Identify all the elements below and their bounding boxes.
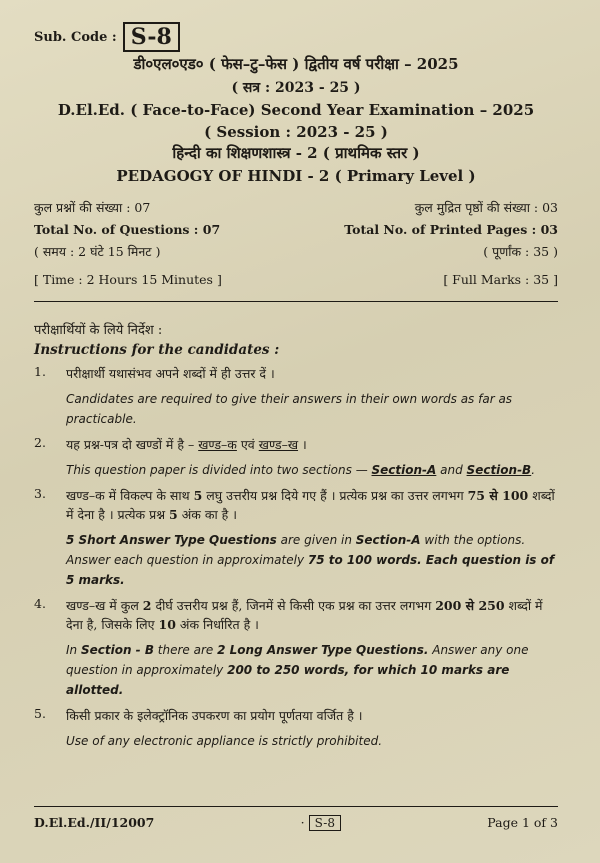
instruction-number: 2.: [34, 435, 46, 450]
session-hindi: ( सत्र : 2023 - 25 ): [231, 80, 361, 96]
instruction-5: [34, 706, 558, 725]
section-a-english: Section-A: [371, 463, 437, 477]
paper-code: D.El.Ed./II/12007: [34, 815, 155, 830]
footer-dot: ·: [300, 815, 305, 830]
subject-english: PEDAGOGY OF HINDI - 2 ( Primary Level ): [116, 167, 476, 185]
exam-title-english: D.El.Ed. ( Face-to-Face) Second Year Examination – 2025: [57, 101, 535, 119]
meta-row-hindi: [34, 199, 558, 216]
session-english: ( Session : 2023 - 25 ): [204, 123, 388, 141]
instruction-5-hindi: किसी प्रकार के इलेक्ट्रॉनिक उपकरण का प्रयोग पूर्णतया वर्जित है ।: [66, 708, 363, 723]
instruction-2: [34, 435, 558, 454]
instruction-number: 1.: [34, 364, 46, 379]
sub-code-row: [34, 22, 558, 52]
time-marks-row-english: [34, 272, 558, 287]
instruction-4: [34, 596, 558, 634]
instruction-2-hindi: यह प्रश्न-पत्र दो खण्डों में है – खण्ड–क एवं खण्ड–ख ।: [66, 437, 307, 452]
section-b-hindi: खण्ड–ख: [258, 437, 299, 452]
instruction-3: [34, 486, 558, 524]
exam-title-hindi: डी०एल०एड० ( फेस–टु–फेस ) द्वितीय वर्ष परीक्षा – 2025: [133, 55, 459, 73]
marks-hindi: ( पूर्णांक : 35 ): [483, 244, 558, 259]
instruction-number: 4.: [34, 596, 46, 611]
instruction-3-hindi: खण्ड–क में विकल्प के साथ 5 लघु उत्तरीय प्रश्न दिये गए हैं । प्रत्येक प्रश्न का उत्तर लगभग 75 से 100 शब्दों में देना है । प्रत्येक प्रश्न 5 अंक का है ।: [66, 488, 555, 522]
footer-center: [301, 815, 341, 830]
marks-english: [ Full Marks : 35 ]: [443, 272, 558, 287]
total-questions-hindi: कुल प्रश्नों की संख्या : 07: [34, 200, 151, 215]
page-footer: [34, 806, 558, 830]
page-number: Page 1 of 3: [487, 815, 558, 830]
instructions-heading-hindi: परीक्षार्थियों के लिये निर्देश :: [34, 323, 163, 338]
time-marks-row-hindi: [34, 243, 558, 260]
instruction-4-hindi: खण्ड–ख में कुल 2 दीर्घ उत्तरीय प्रश्न हैं, जिनमें से किसी एक प्रश्न का उत्तर लगभग 200 से 250 शब्दों में देना है, जिसके लिए 10 अंक निर्धारित है ।: [66, 598, 543, 632]
instruction-1: [34, 364, 558, 383]
time-english: [ Time : 2 Hours 15 Minutes ]: [34, 272, 222, 287]
meta-row-english: [34, 222, 558, 237]
instruction-3-english: 5 Short Answer Type Questions are given in Section-A with the options. Answer each question in approximately 75 to 100 words. Each question is of 5 marks.: [66, 533, 555, 587]
instruction-1-hindi: परीक्षार्थी यथासंभव अपने शब्दों में ही उत्तर दें ।: [66, 366, 275, 381]
footer-sub-code: S-8: [309, 815, 341, 831]
total-pages-english: Total No. of Printed Pages : 03: [344, 222, 558, 237]
header-divider: [34, 301, 558, 302]
section-a-hindi: खण्ड–क: [198, 437, 237, 452]
total-questions-english: Total No. of Questions : 07: [34, 222, 221, 237]
time-hindi: ( समय : 2 घंटे 15 मिनट ): [34, 244, 161, 259]
instruction-number: 5.: [34, 706, 46, 721]
subject-hindi: हिन्दी का शिक्षणशास्त्र - 2 ( प्राथमिक स्तर ): [172, 144, 420, 162]
instruction-5-english: Use of any electronic appliance is strictly prohibited.: [66, 734, 383, 748]
total-pages-hindi: कुल मुद्रित पृष्ठों की संख्या : 03: [414, 200, 558, 215]
instruction-number: 3.: [34, 486, 46, 501]
instruction-2-english: This question paper is divided into two sections — Section-A and Section-B.: [66, 463, 536, 477]
instruction-4-english: In Section - B there are 2 Long Answer Type Questions. Answer any one question in approximately 200 to 250 words, for which 10 marks are allotted.: [66, 643, 529, 697]
sub-code-label: Sub. Code :: [34, 29, 117, 45]
section-b-english: Section-B: [466, 463, 532, 477]
sub-code-box: S-8: [123, 22, 180, 52]
instructions-heading-english: Instructions for the candidates :: [34, 342, 280, 358]
instruction-1-english: Candidates are required to give their answers in their own words as far as practicable.: [66, 392, 513, 426]
